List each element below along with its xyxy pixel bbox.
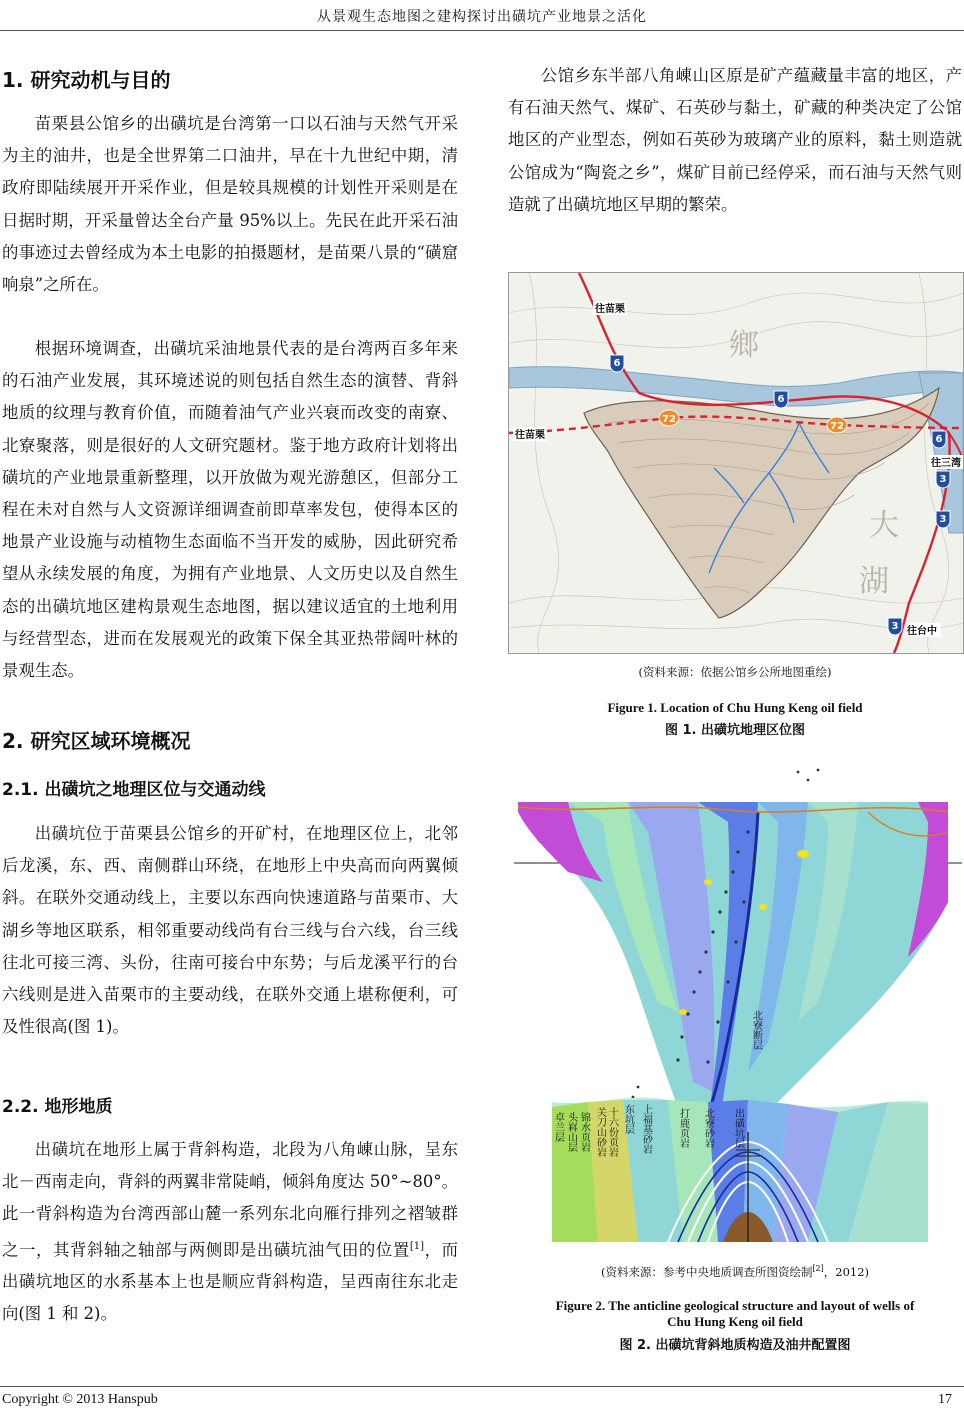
section-1-paragraph-2: 根据环境调查，出磺坑采油地景代表的是台湾两百多年来的石油产业发展，其环境述说的则包括自然生态的演替、背斜地质的纹理与教育价值，而随着油气产业兴衰而改变的南寮、北寮聚落，则是很好的人文研究题材。鉴于地方政府计划将出磺坑的产业地景重新整理，以开放做为观光游憩区，但部分工程在未对自然与人文资源详细调查前即草率发包，使得本区的地景产业设施与动植物生态面临不当开发的威胁，因此研究希望从永续发展的角度，为拥有产业地景、人文历史以及自然生态的出磺坑地区建构景观生态地图，据以建议适宜的土地利用与经营型态，进而在发展观光的政策下保全其亚热带阔叶林的景观生态。 — [2, 339, 458, 681]
footer-rule — [0, 1386, 964, 1387]
figure-2-source-text: (资料来源：参考中央地质调查所图资绘制 — [600, 1265, 813, 1279]
section-2-1-paragraph: 出磺坑位于苗栗县公馆乡的开矿村，在地理区位上，北邻后龙溪，东、西、南侧群山环绕，在地形上中央高而向两翼倾斜。在联外交通动线上，主要以东西向快速道路与苗栗市、大湖乡等地区联系，相邻重要动线尚有台三线与台六线，台三线往北可接三湾、头份，往南可接台中东势；与后龙溪平行的台六线则是进入苗栗市的主要动线，在联外交通上堪称便利，可及性很高(图 1)。 — [2, 824, 458, 1037]
citation-2[interactable]: [2] — [812, 1264, 824, 1274]
map-char-hu: 湖 — [859, 564, 889, 599]
section-1-paragraph-1: 苗栗县公馆乡的出磺坑是台湾第一口以石油与天然气开采为主的油井，也是全世界第二口油井，早在十九世纪中期，清政府即陆续展开开采作业，但是较具规模的计划性开采则是在日据时期，开采量曾达全台产量 95%以上。先民在此开采石油的事迹过去曾经成为本土电影的拍摄题材，是苗栗八景的“磺窟响泉”之所在。 — [2, 114, 458, 295]
layer-label-3: 锦水页岩 — [578, 1112, 590, 1152]
anticline-diagram — [508, 752, 962, 1252]
layer-label-7: 上福基砂岩 — [640, 1104, 652, 1154]
route-3-shield-east-2 — [936, 511, 950, 528]
route-6-shield-center — [774, 391, 788, 408]
fault-label: 北寮断层 — [750, 1010, 762, 1050]
label-west-miaoli: 往苗栗 — [515, 430, 545, 441]
section-2-2-paragraph — [2, 1134, 458, 1331]
layer-label-6: 东坑层 — [622, 1104, 634, 1134]
figure-2-caption-en-line1: Figure 2. The anticline geological structure and layout of wells of — [555, 1298, 915, 1313]
layer-label-4: 关刀山砂岩 — [594, 1107, 606, 1157]
layer-label-8: 打鹿页岩 — [677, 1108, 689, 1148]
route-3-shield-east — [936, 471, 950, 488]
citation-1[interactable]: [1] — [409, 1240, 425, 1252]
section-2-title: 2. 研究区域环境概况 — [2, 729, 191, 753]
route-6-shield-north — [610, 355, 624, 372]
figure-2-caption-en — [508, 1298, 962, 1330]
section-2-1-title: 2.1. 出磺坑之地理区位与交通动线 — [2, 780, 266, 800]
figure-2-caption-en-line2: Chu Hung Keng oil field — [667, 1314, 803, 1329]
layer-label-10: 出磺坑层 — [732, 1108, 744, 1148]
svg-text:6: 6 — [613, 358, 621, 369]
layer-label-1: 卓兰层 — [552, 1112, 564, 1142]
figure-1-source: (资料来源：依据公馆乡公所地图重绘) — [638, 665, 832, 679]
figure-2-source — [508, 1264, 962, 1280]
layer-label-2: 头嵙山层 — [565, 1112, 577, 1152]
section-2-2-title: 2.2. 地形地质 — [2, 1097, 113, 1117]
location-map — [509, 273, 963, 653]
svg-text:3: 3 — [891, 621, 899, 632]
svg-text:6: 6 — [777, 394, 785, 405]
label-north-miaoli: 往苗栗 — [595, 304, 625, 315]
section-1-title: 1. 研究动机与目的 — [2, 68, 171, 92]
figure-2-geology — [508, 752, 962, 1252]
svg-text:3: 3 — [939, 514, 947, 525]
figure-2-source-year: ，2012) — [823, 1265, 870, 1279]
svg-text:3: 3 — [939, 474, 947, 485]
section-2-2-text-b: ，而出磺坑地区的水系基本上也是顺应背斜构造，呈西南往东北走向(图 1 和 2)。 — [2, 1240, 459, 1324]
page-number: 17 — [938, 1392, 952, 1407]
map-char-da: 大 — [869, 508, 899, 543]
figure-1-caption-en: Figure 1. Location of Chu Hung Keng oil field — [607, 700, 863, 715]
svg-text:6: 6 — [935, 434, 943, 445]
footer-copyright: Copyright © 2013 Hanspub — [2, 1392, 158, 1407]
running-header: 从景观生态地图之建构探讨出磺坑产业地景之活化 — [317, 9, 647, 25]
section-2-2-text-a: 出磺坑在地形上属于背斜构造，北段为八角崠山脉，呈东北－西南走向，背斜的两翼非常陡峭，倾斜角度达 50°~80°。此一背斜构造为台湾西部山麓一系列东北向雁行排列之褶皱群之一，其背斜轴之轴部与两侧即是出磺坑油气田的位置 — [2, 1140, 458, 1260]
map-char-xiang: 鄉 — [729, 328, 759, 363]
header-rule — [0, 30, 964, 31]
layer-label-9: 北寮砂岩 — [702, 1108, 714, 1148]
label-south-taichung: 往台中 — [907, 626, 937, 637]
layer-label-5: 十六份页岩 — [606, 1107, 618, 1157]
route-3-shield-south — [888, 618, 902, 635]
figure-1-map — [508, 272, 964, 654]
svg-text:72: 72 — [830, 421, 844, 432]
figure-2-caption-zh: 图 2. 出磺坑背斜地质构造及油井配置图 — [619, 1338, 851, 1353]
route-72-marker-east — [827, 417, 847, 433]
right-paragraph: 公馆乡东半部八角崠山区原是矿产蕴藏量丰富的地区，产有石油天然气、煤矿、石英砂与黏土，矿藏的种类决定了公馆地区的产业型态，例如石英砂为玻璃产业的原料，黏土则造就公馆成为“陶瓷之乡”，煤矿目前已经停采，而石油与天然气则造就了出磺坑地区早期的繁荣。 — [508, 66, 962, 214]
route-6-shield-east — [932, 431, 946, 448]
route-72-marker-west — [659, 410, 679, 426]
label-east-sanwan: 往三湾 — [931, 458, 961, 469]
figure-1-caption-zh: 图 1. 出磺坑地理区位图 — [664, 723, 806, 738]
svg-text:72: 72 — [662, 414, 676, 425]
